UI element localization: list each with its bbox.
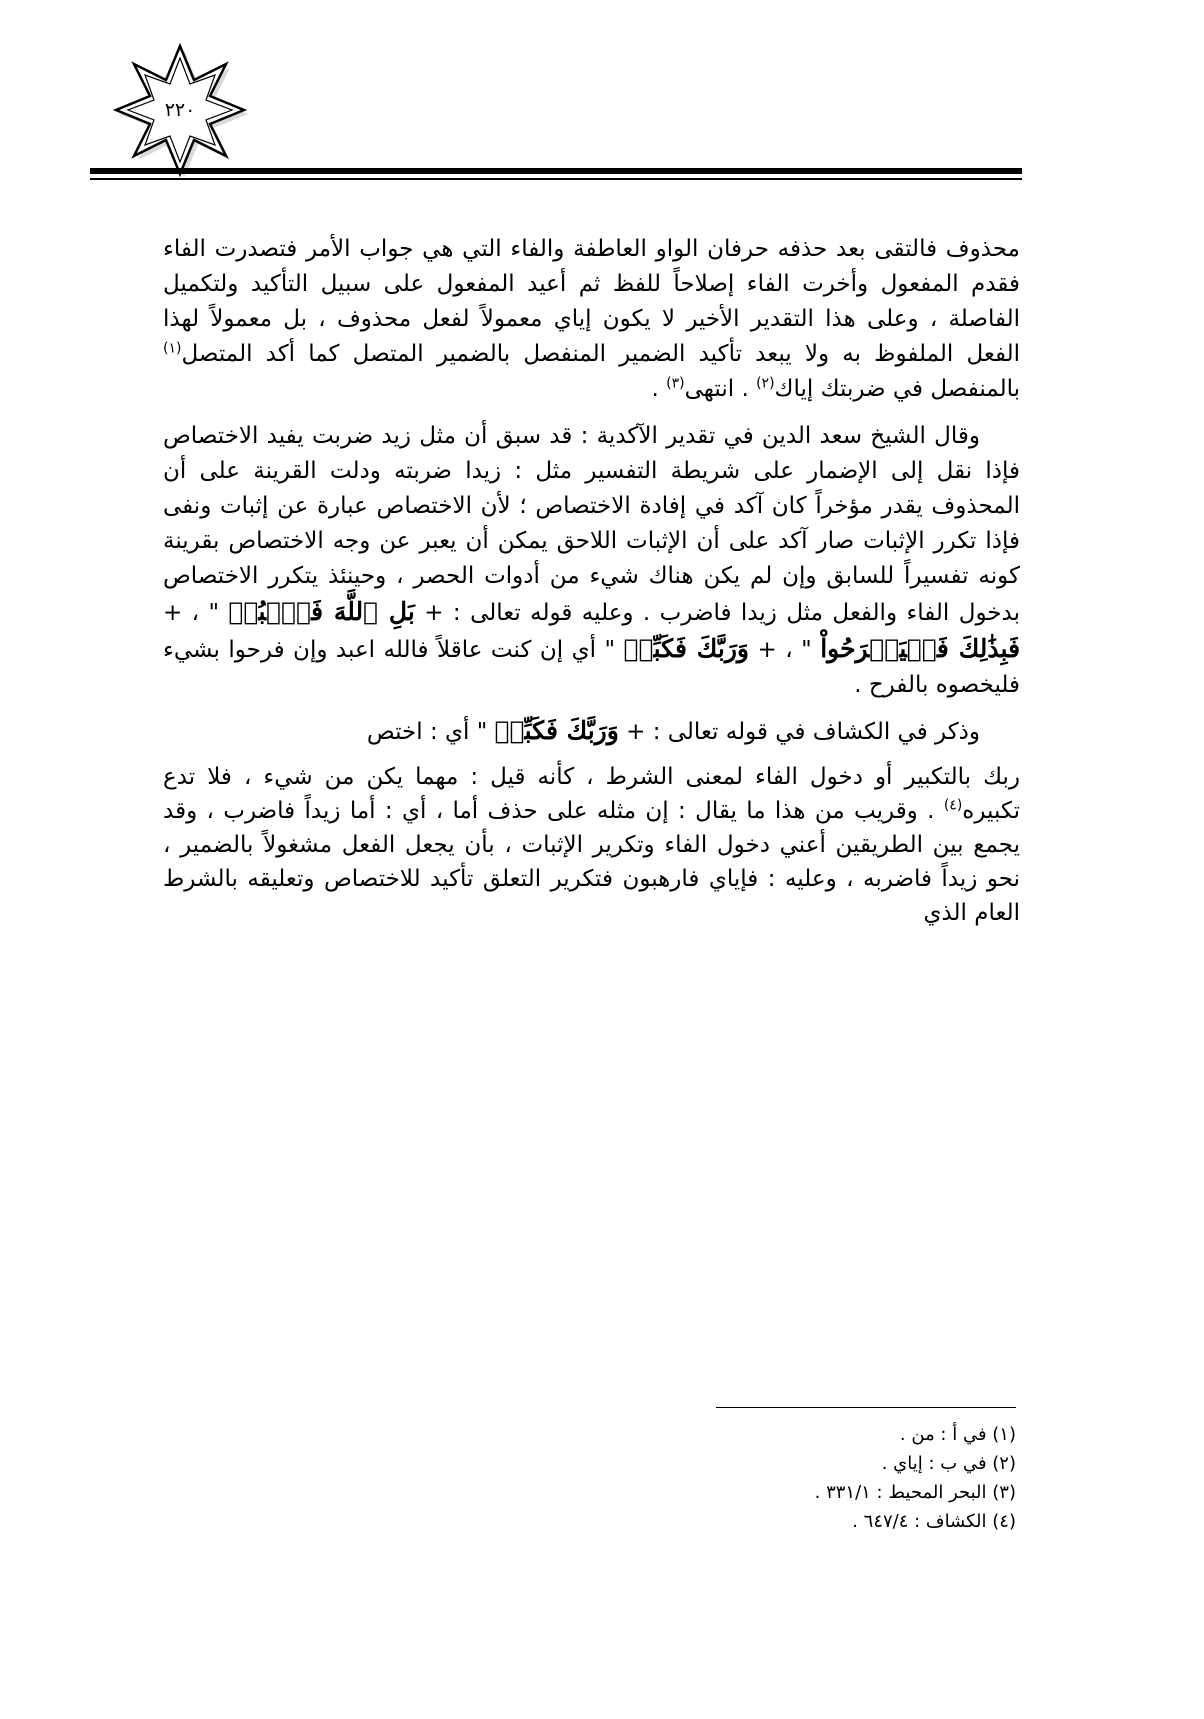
quran-verse-4: وَرَبَّكَ فَكَبِّرۡ <box>494 716 619 745</box>
paragraph-2-text-b: " ، + <box>163 600 220 626</box>
quran-verse-2: فَبِذَٰلِكَ فَلۡيَفۡرَحُواْ <box>820 634 1021 663</box>
footnotes-separator <box>716 1407 1016 1408</box>
paragraph-4-text-a: ربك بالتكبير أو دخول الفاء لمعنى الشرط ، كأنه قيل : مهما يكن من شيء ، فلا تدع تكبيره <box>163 764 1021 824</box>
footnote-ref-2: (٢) <box>756 375 775 392</box>
main-text <box>163 232 1020 930</box>
footnote-1: (١) في أ : من . <box>899 1424 1016 1445</box>
page-number-badge <box>110 40 250 180</box>
paragraph-3-text-b: " أي : اختص <box>366 719 488 745</box>
footnote-ref-3: (٣) <box>666 375 685 392</box>
paragraph-2 <box>163 419 1020 703</box>
header-rule-thick <box>90 168 1022 174</box>
paragraph-4 <box>163 760 1020 930</box>
footnote-4: (٤) الكشاف : ٦٤٧/٤ . <box>852 1511 1016 1532</box>
paragraph-2-text-a: وقال الشيخ سعد الدين في تقدير الآكدية : قد سبق أن مثل زيد ضربت يفيد الاختصاص فإذا نقل إلى الإضمار على شريطة التفسير مثل : زيدا ضربته ودلت القرينة على أن المحذوف يقدر مؤخراً كان آكد في إفادة الاختصاص ؛ لأن الاختصاص عبارة عن إثبات ونفى فإذا تكرر الإثبات صار آكد على أن الإثبات اللاحق يمكن أن يعبر عن وجه الاختصاص بقرينة كونه تفسيراً للسابق وإن لم يكن هناك شيء من أدوات الحصر ، وحينئذ يتكرر الاختصاص بدخول الفاء والفعل مثل زيدا فاضرب . وعليه قوله تعالى : + <box>163 423 1021 626</box>
paragraph-3 <box>163 703 1020 760</box>
footnote-ref-1: (١) <box>163 340 182 357</box>
page-number: ٢٢٠ <box>164 99 196 121</box>
paragraph-1 <box>163 232 1020 407</box>
footnote-2: (٢) في ب : إياي . <box>881 1453 1016 1474</box>
footnote-ref-4: (٤) <box>943 797 963 814</box>
quran-verse-3: وَرَبَّكَ فَكَبِّرۡ <box>623 634 749 663</box>
footnotes <box>650 1420 1016 1536</box>
paragraph-1-text-b: بالمنفصل في ضربتك إياك <box>774 376 1020 402</box>
paragraph-1-text-d: . <box>651 376 659 402</box>
paragraph-2-text-d: " أي إن كنت عاقلاً فالله اعبد وإن فرحوا بشيء فليخصوه بالفرح . <box>163 637 1020 698</box>
quran-verse-1: بَلِ ٱللَّهَ فَٱعۡبُدۡ <box>228 597 415 626</box>
paragraph-3-text-a: وذكر في الكشاف في قوله تعالى : + <box>626 719 980 745</box>
paragraph-1-text-c: . انتهى <box>684 376 749 402</box>
paragraph-2-text-c: " ، + <box>757 637 812 663</box>
paragraph-1-text-a: محذوف فالتقى بعد حذفه حرفان الواو العاطفة والفاء التي هي جواب الأمر فتصدرت الفاء فقدم المفعول وأخرت الفاء إصلاحاً للفظ ثم أعيد المفعول على سبيل التأكيد ولتكميل الفاصلة ، وعلى هذا التقدير الأخير لا يكون إياي معمولاً لفعل محذوف ، بل معمولاً لهذا الفعل الملفوظ به ولا يبعد تأكيد الضمير المنفصل بالضمير المتصل كما أكد المتصل <box>163 236 1020 367</box>
paragraph-4-text-b: . وقريب من هذا ما يقال : إن مثله على حذف أما ، أي : أما زيداً فاضرب ، وقد يجمع بين الطريقين أعني دخول الفاء وتكرير الإثبات ، بأن يجعل الفعل مشغولاً بالضمير ، نحو زيداً فاضربه ، وعليه : فإياي فارهبون فتكرير التعلق تأكيد للاختصاص وتعليقه بالشرط العام الذي <box>163 798 1020 926</box>
header-rule-thin <box>90 178 1022 180</box>
footnote-3: (٣) البحر المحيط : ٣٣١/١ . <box>814 1482 1016 1503</box>
